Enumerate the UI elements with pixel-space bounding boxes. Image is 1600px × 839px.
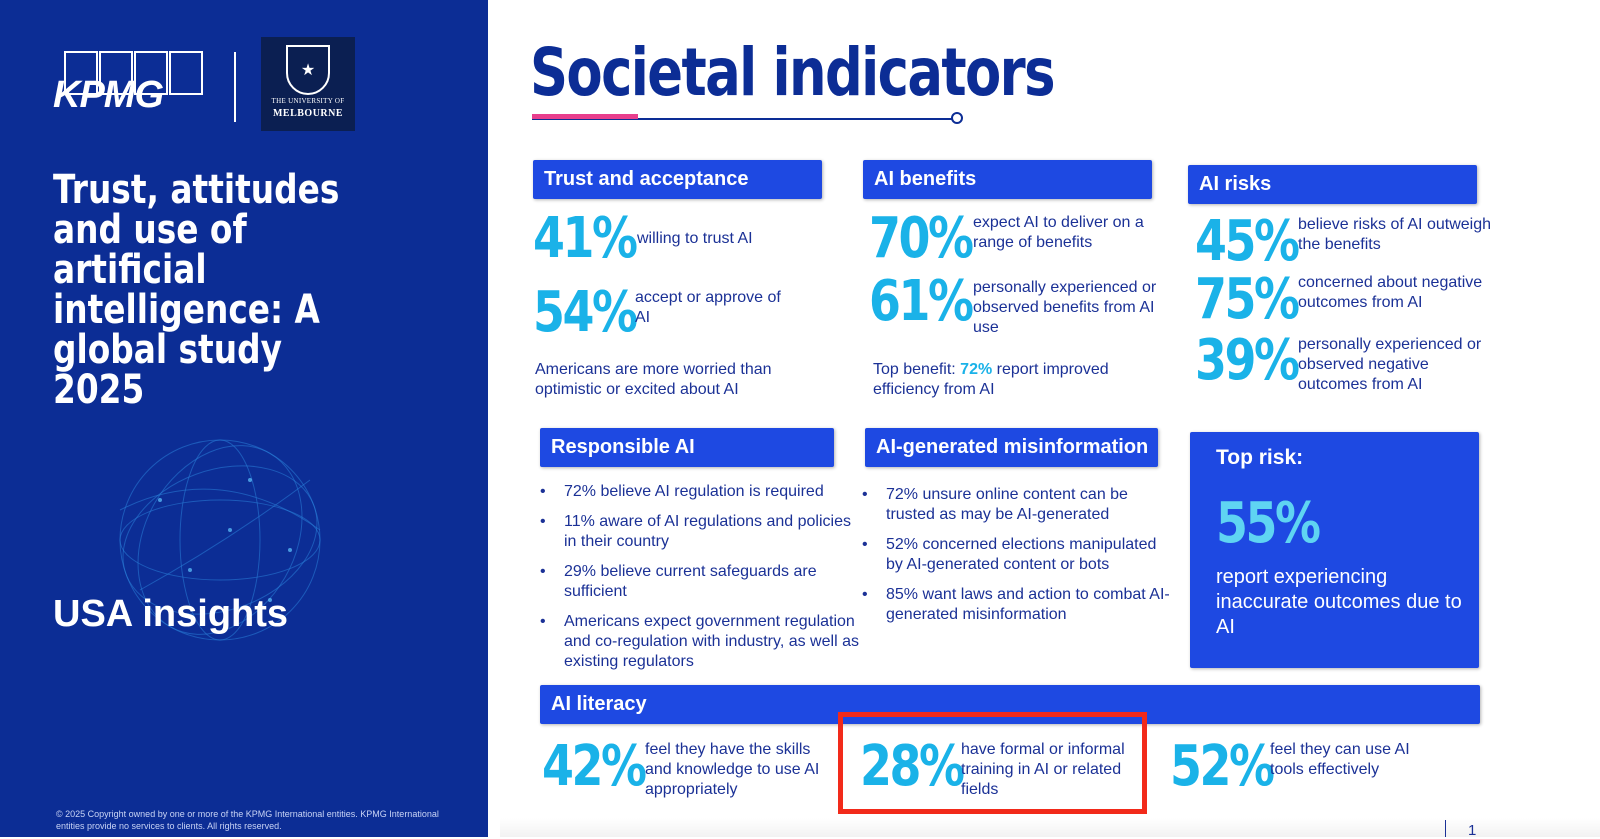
logo-divider bbox=[234, 52, 236, 122]
usa-insights-label: USA insights bbox=[53, 593, 289, 635]
literacy-text-2: have formal or informal training in AI or related fields bbox=[961, 741, 1125, 798]
benefits-note-post: report improved efficiency from AI bbox=[873, 361, 1109, 398]
uom-line1: THE UNIVERSITY OF bbox=[271, 97, 345, 105]
page-number: 1 bbox=[1468, 822, 1477, 839]
risks-stat-3: 39% bbox=[1195, 328, 1298, 393]
trust-stat-2: 54% bbox=[533, 280, 636, 345]
benefits-text-2: personally experienced or observed benefits from AI use bbox=[973, 279, 1157, 336]
trust-text-2: accept or approve of AI bbox=[635, 289, 781, 326]
crest-icon: ★ bbox=[286, 45, 330, 95]
risks-stat-1: 45% bbox=[1195, 209, 1298, 274]
risks-header: AI risks bbox=[1188, 165, 1477, 204]
list-item: • 72% believe AI regulation is required bbox=[540, 482, 865, 502]
literacy-text-3: feel they can use AI tools effectively bbox=[1270, 741, 1410, 778]
title-rule-accent bbox=[532, 114, 638, 119]
list-item: • 29% believe current safeguards are sufficient bbox=[540, 562, 865, 602]
literacy-stat-2: 28% bbox=[860, 734, 963, 799]
benefits-stat-2: 61% bbox=[869, 269, 972, 334]
list-item: • 72% unsure online content can be trusted as may be AI-generated bbox=[862, 485, 1172, 525]
trust-text-1: willing to trust AI bbox=[637, 230, 753, 247]
trust-note: Americans are more worried than optimistic or excited about AI bbox=[535, 361, 772, 398]
list-item: • 52% concerned elections manipulated by AI-generated content or bots bbox=[862, 535, 1172, 575]
literacy-stat-3: 52% bbox=[1170, 734, 1273, 799]
responsible-list bbox=[540, 482, 865, 682]
literacy-stat-1: 42% bbox=[542, 734, 645, 799]
benefits-header: AI benefits bbox=[863, 160, 1152, 199]
benefits-note bbox=[873, 360, 1163, 400]
trust-header: Trust and acceptance bbox=[533, 160, 822, 199]
page-number-divider bbox=[1445, 820, 1446, 837]
list-item: • Americans expect government regulation and co-regulation with industry, as well as existing regulators bbox=[540, 612, 865, 672]
top-risk-text: report experiencing inaccurate outcomes due to AI bbox=[1216, 566, 1462, 638]
responsible-header: Responsible AI bbox=[540, 428, 834, 467]
literacy-text-1: feel they have the skills and knowledge to use AI appropriately bbox=[645, 741, 820, 798]
copyright-notice: © 2025 Copyright owned by one or more of the KPMG International entities. KPMG International entities provide no services to clients. All rights reserved. bbox=[56, 809, 439, 831]
misinfo-list bbox=[862, 485, 1172, 635]
risks-stat-2: 75% bbox=[1195, 267, 1298, 332]
literacy-header: AI literacy bbox=[540, 685, 1480, 724]
report-title: Trust, attitudes and use of artificial intelligence: A global study 2025 bbox=[53, 167, 340, 413]
left-panel bbox=[0, 0, 488, 837]
top-risk-card bbox=[1190, 432, 1479, 668]
risks-text-2: concerned about negative outcomes from AI bbox=[1298, 274, 1483, 311]
benefits-note-pre: Top benefit: bbox=[873, 361, 961, 378]
top-risk-stat: 55% bbox=[1216, 491, 1319, 556]
bottom-shadow bbox=[500, 818, 1600, 837]
list-item: • 85% want laws and action to combat AI-generated misinformation bbox=[862, 585, 1172, 625]
university-melbourne-logo bbox=[261, 37, 355, 131]
benefits-text-1: expect AI to deliver on a range of benefits bbox=[973, 214, 1144, 251]
title-rule-dot bbox=[951, 112, 963, 124]
top-risk-label: Top risk: bbox=[1216, 446, 1304, 469]
list-item: • 11% aware of AI regulations and policies in their country bbox=[540, 512, 865, 552]
risks-text-3: personally experienced or observed negative outcomes from AI bbox=[1298, 336, 1482, 393]
risks-text-1: believe risks of AI outweigh the benefits bbox=[1298, 216, 1491, 253]
page-title: Societal indicators bbox=[530, 34, 1054, 111]
misinfo-header: AI-generated misinformation bbox=[865, 428, 1158, 467]
highlight-box bbox=[838, 712, 1147, 814]
uom-line2: MELBOURNE bbox=[272, 108, 344, 119]
benefits-stat-1: 70% bbox=[869, 206, 972, 271]
benefits-note-highlight: 72% bbox=[960, 361, 993, 378]
kpmg-logo: KPMG bbox=[53, 74, 163, 116]
trust-stat-1: 41% bbox=[533, 206, 636, 271]
